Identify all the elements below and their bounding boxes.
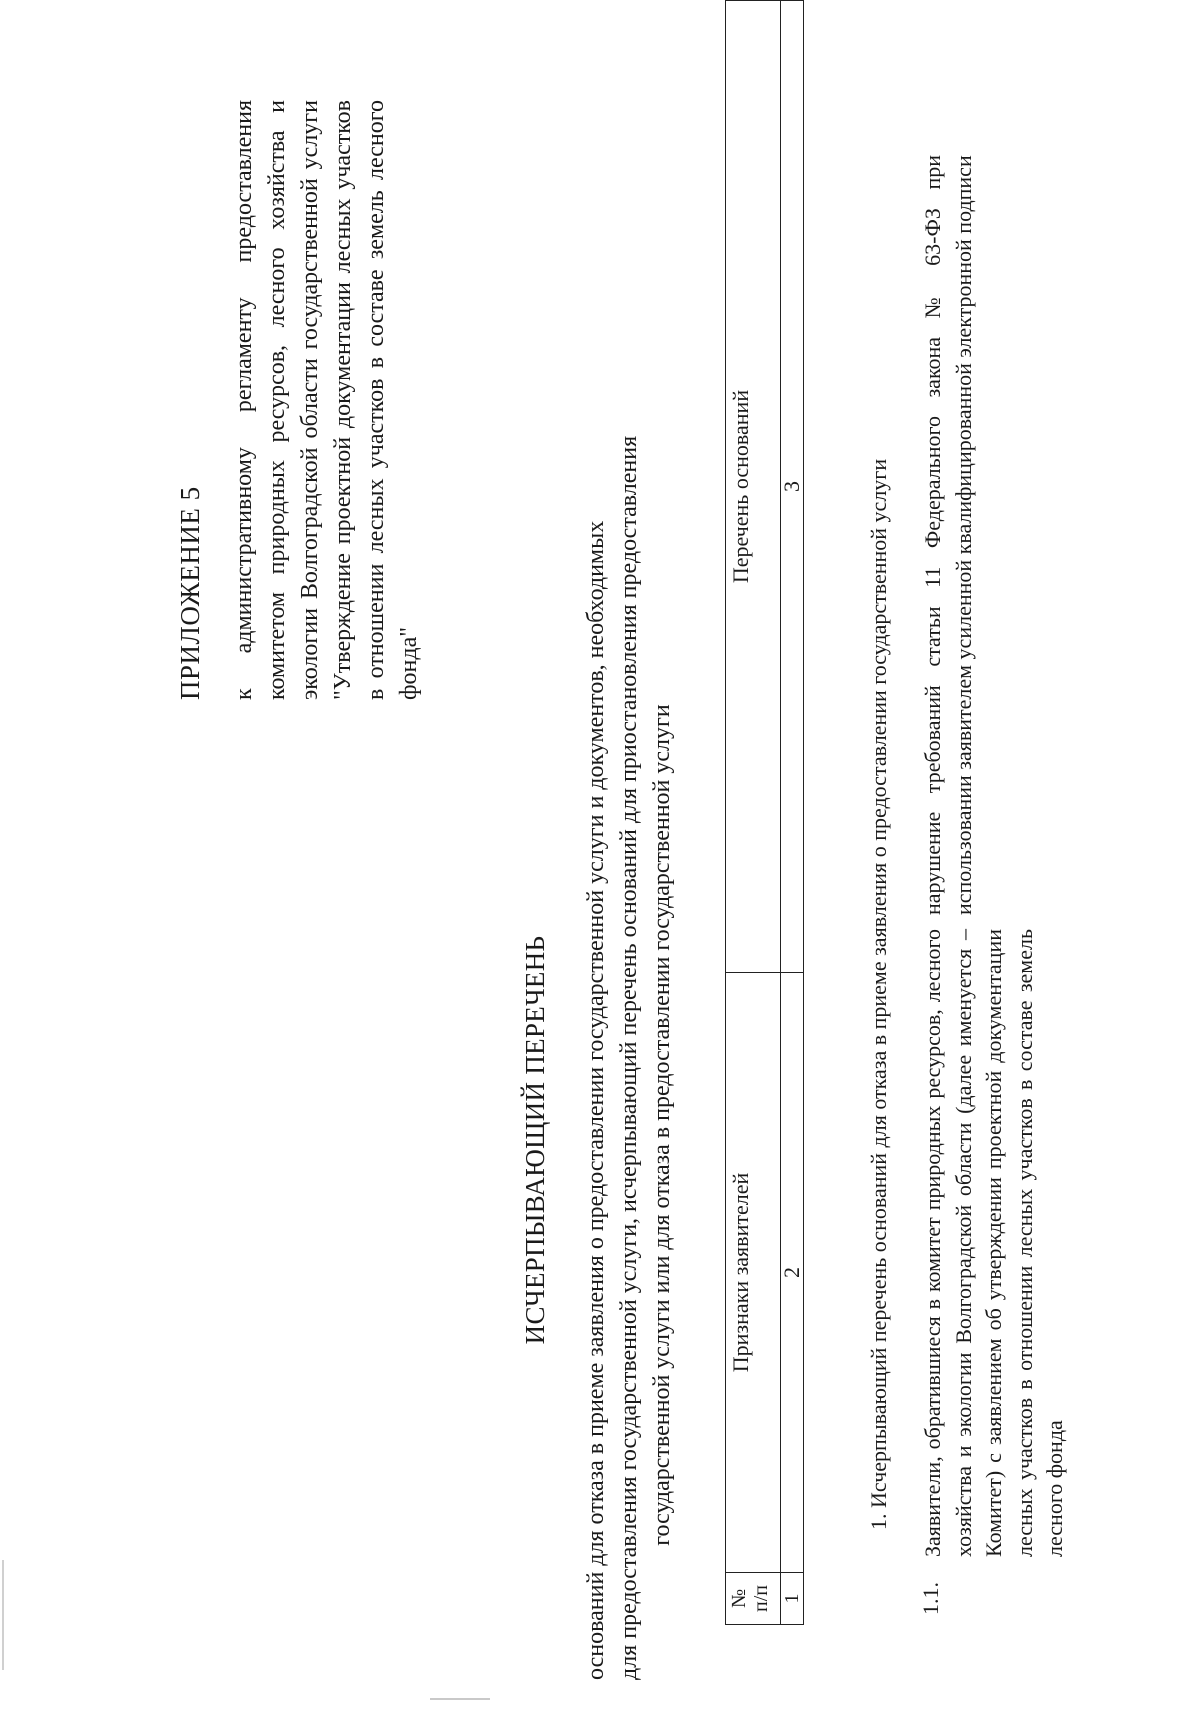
document-title: ИСЧЕРПЫВАЮЩИЙ ПЕРЕЧЕНЬ (520, 935, 550, 1345)
table-header-row (726, 1, 781, 1625)
header-applicant-signs: Признаки заявителей (726, 973, 781, 1573)
scan-artifact (430, 1698, 490, 1700)
subtitle-line: оснований для отказа в приеме заявления о предоставлении государственной услуги и документов, необходимых (583, 520, 609, 1680)
subtitle-line: для предоставления государственной услуги, исчерпывающий перечень оснований для приостановления предоставления (616, 435, 642, 1680)
scan-artifact (2, 1560, 4, 1670)
row-number: 1.1. (918, 1582, 943, 1615)
document-subtitle (580, 435, 679, 1680)
row-grounds-list: нарушение требований статьи 11 Федерального закона № 63-ФЗ при использовании заявителем усиленной квалифицированной электронной подписи (920, 155, 976, 915)
header-number: № п/п (726, 1572, 781, 1624)
row-applicant-signs: Заявители, обратившиеся в комитет природных ресурсов, лесного хозяйства и экологии Волгоградской области (далее именуется – Комитет) с заявлением об утверждении проектной документации лесных участков в отношении лесных участков в составе земель лесного фонда (920, 929, 1067, 1557)
index-cell: 2 (781, 973, 804, 1573)
section-title: 1. Исчерпывающий перечень оснований для отказа в приеме заявления о предоставлении государственной услуги (866, 458, 891, 1530)
index-cell: 1 (781, 1572, 804, 1624)
header-grounds-list: Перечень оснований (726, 1, 781, 973)
index-cell: 3 (781, 1, 804, 973)
appendix-title: ПРИЛОЖЕНИЕ 5 (175, 486, 205, 700)
table-index-row (781, 1, 804, 1625)
grounds-table (725, 0, 804, 1625)
subtitle-line: государственной услуги или для отказа в предоставлении государственной услуги (649, 704, 675, 1546)
appendix-description: к административному регламенту предоставления комитетом природных ресурсов, лесного хозяйства и экологии Волгоградской области государственной услуги "Утверждение проектной документации лесных участков в отношении лесных участков в составе земель лесного фонда" (231, 100, 422, 700)
